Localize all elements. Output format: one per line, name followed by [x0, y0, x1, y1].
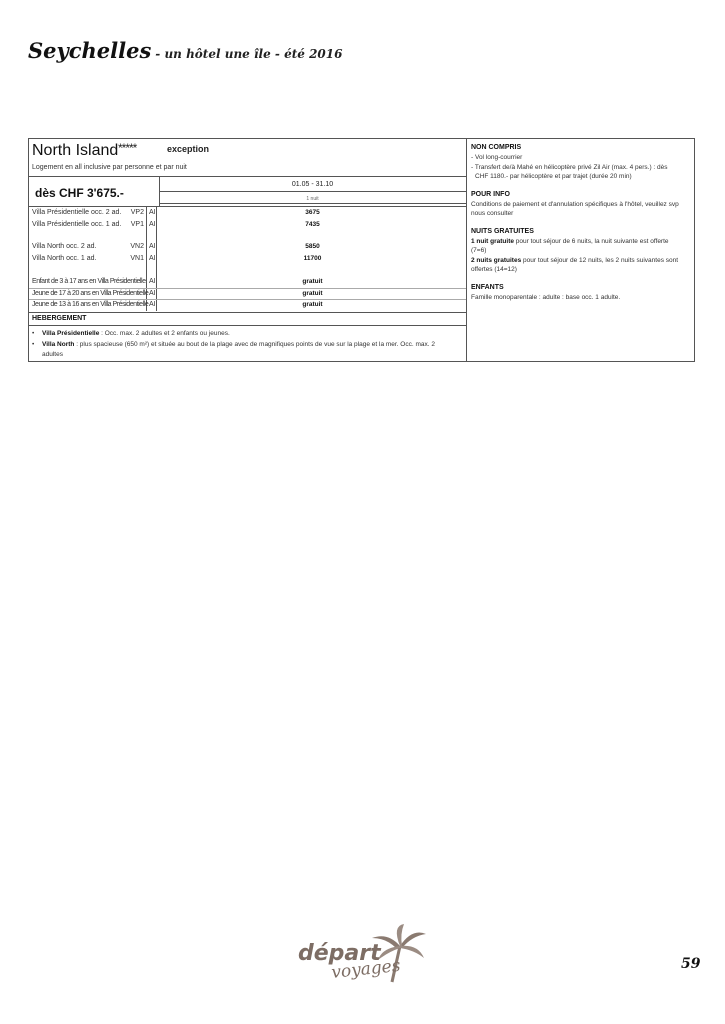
pour-info-line: nous consulter — [471, 210, 514, 217]
room-code: VN2 — [130, 243, 144, 250]
table-row — [29, 220, 466, 232]
offer-text: pour tout séjour de 6 nuits, la nuit suivante est offerte — [513, 237, 669, 245]
enfants-line: Famille monoparentale : adulte : base occ. 1 adulte. — [471, 293, 621, 301]
hotel-info-box — [28, 138, 695, 362]
hotel-name: North Island — [32, 142, 119, 159]
rate-nights-label: 1 nuit — [306, 196, 319, 202]
hebergement-title: HEBERGEMENT — [32, 315, 87, 322]
enfants-title: ENFANTS — [471, 283, 504, 291]
logo-text-voyages: voyages — [330, 955, 402, 983]
room-label: Villa North occ. 1 ad. — [32, 255, 97, 262]
room-name: Villa North — [42, 341, 75, 348]
hebergement-item — [32, 329, 457, 339]
table-row — [29, 254, 466, 266]
offer-lead: 1 nuit gratuite — [471, 237, 514, 245]
board-type: AI — [149, 243, 156, 250]
table-row — [29, 208, 466, 220]
page-number: 59 — [681, 956, 701, 972]
board-type: AI — [149, 221, 156, 228]
room-code: VN1 — [130, 255, 144, 262]
offer-lead: 2 nuits gratuites — [471, 256, 522, 264]
bullet-icon: • — [32, 341, 35, 348]
board-type: AI — [149, 290, 156, 297]
non-compris-line: - Transfert de/à Mahé en hélicoptère privé Zil Air (max. 4 pers.) : dès — [471, 163, 668, 171]
rate-value: gratuit — [302, 278, 323, 285]
pour-info-title: POUR INFO — [471, 190, 510, 198]
logo-text-depart: départ — [298, 941, 381, 966]
pour-info-line: Conditions de paiement et d'annulation spécifiques à l'hôtel, veuillez svp — [471, 200, 679, 208]
room-label: Jeune de 17 à 20 ans en Villa Présidentielle — [32, 290, 149, 297]
divider — [29, 312, 466, 313]
rate-value: 5850 — [305, 243, 320, 250]
room-code: VP2 — [130, 209, 144, 216]
room-label: Villa Présidentielle occ. 1 ad. — [32, 221, 122, 228]
divider — [159, 203, 466, 204]
page-title-subtitle: - un hôtel une île - été 2016 — [155, 47, 343, 61]
board-type: AI — [149, 278, 156, 285]
price-from: dès CHF 3'675.- — [35, 186, 124, 200]
room-name: Villa Présidentielle — [42, 330, 100, 337]
non-compris-line: - Vol long-courrier — [471, 154, 523, 161]
conditions-column — [467, 139, 694, 361]
nuits-gratuites-title: NUITS GRATUITES — [471, 227, 534, 235]
page-title — [28, 38, 342, 63]
board-type: AI — [149, 209, 156, 216]
room-label: Jeune de 13 à 16 ans en Villa Présidentielle — [32, 301, 149, 308]
rate-period-header: 01.05 - 31.10 — [291, 181, 334, 188]
offer-text: pour tout séjour de 12 nuits, les 2 nuits suivantes sont — [521, 256, 679, 264]
divider — [159, 191, 466, 192]
non-compris-title: NON COMPRIS — [471, 144, 522, 151]
rate-value: 3675 — [305, 209, 320, 216]
rates-column — [29, 139, 467, 361]
table-row — [29, 242, 466, 254]
room-details: : plus spacieuse (650 m²) et située au bout de la plage avec de magnifiques points de vue sur la plage et la mer. Occ. max. 2 adultes — [42, 341, 435, 358]
rate-value: 11700 — [303, 255, 322, 262]
room-code: VP1 — [130, 221, 144, 228]
room-details: : Occ. max. 2 adultes et 2 enfants ou jeunes. — [99, 330, 230, 337]
board-type: AI — [149, 255, 156, 262]
nuits-gratuites-offer — [471, 256, 690, 266]
board-type: AI — [149, 301, 156, 308]
rate-value: 7435 — [305, 221, 320, 228]
depart-voyages-logo — [296, 924, 428, 986]
hebergement-item — [32, 340, 457, 360]
rate-value: gratuit — [302, 290, 323, 297]
offer-text: offertes (14=12) — [471, 266, 517, 273]
room-label: Enfant de 3 à 17 ans en Villa Présidentielle — [32, 278, 146, 285]
hotel-classification: exception — [167, 144, 210, 154]
room-label: Villa Présidentielle occ. 2 ad. — [32, 209, 122, 216]
offer-text: (7=6) — [471, 247, 487, 254]
bullet-icon: • — [32, 330, 35, 337]
divider — [29, 325, 466, 326]
rate-value: gratuit — [302, 301, 323, 308]
non-compris-line: CHF 1180.- par hélicoptère et par trajet (durée 20 min) — [475, 173, 632, 180]
divider — [29, 176, 466, 177]
nuits-gratuites-offer — [471, 237, 690, 247]
page-title-main: Seychelles — [28, 38, 152, 63]
table-row — [29, 300, 466, 312]
room-label: Villa North occ. 2 ad. — [32, 243, 97, 250]
hotel-description: Logement en all inclusive par personne et par nuit — [32, 164, 187, 171]
divider — [29, 299, 466, 300]
hotel-stars-rating: ***** — [118, 141, 137, 155]
divider — [29, 206, 466, 207]
divider — [29, 288, 466, 289]
